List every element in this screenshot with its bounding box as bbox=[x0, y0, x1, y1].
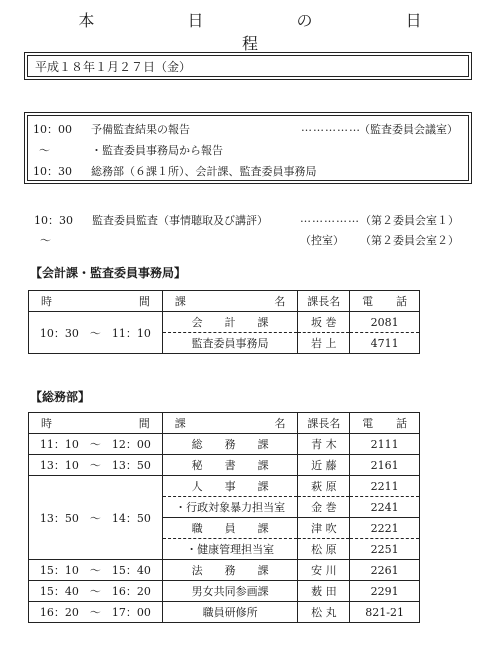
schedule-sub-item: ・監査委員事務局から報告 bbox=[91, 144, 223, 157]
dept-cell: ・行政対象暴力担当室 bbox=[162, 497, 298, 518]
dept-cell: 総 務 課 bbox=[162, 434, 298, 455]
schedule-time-start: 10：00 bbox=[33, 123, 72, 136]
table-row bbox=[29, 602, 420, 623]
phone-cell: 4711 bbox=[350, 333, 420, 354]
page-title: 本 日 の 日 程 bbox=[78, 11, 466, 53]
audit-item: 監査委員監査（事情聴取及び講評） bbox=[92, 214, 268, 227]
dept-cell: 職員研修所 bbox=[162, 602, 298, 623]
schedule-time-end: 10：30 bbox=[33, 165, 72, 178]
phone-cell: 2081 bbox=[350, 312, 420, 333]
table-row bbox=[29, 312, 420, 333]
header-dept: 課 名 bbox=[162, 291, 298, 312]
chief-cell: 坂 巻 bbox=[298, 312, 350, 333]
chief-cell: 萩 原 bbox=[298, 476, 350, 497]
phone-cell: 2261 bbox=[350, 560, 420, 581]
header-dept: 課 名 bbox=[162, 413, 298, 434]
chief-cell: 安 川 bbox=[298, 560, 350, 581]
somu-table bbox=[28, 412, 420, 623]
dept-cell: ・健康管理担当室 bbox=[162, 539, 298, 560]
chief-cell: 金 巻 bbox=[298, 497, 350, 518]
time-cell: 13：10 〜 13：50 bbox=[29, 455, 163, 476]
audit-waiting-room: （控室） bbox=[300, 234, 344, 247]
dept-cell: 会 計 課 bbox=[162, 312, 298, 333]
table-header-row bbox=[29, 413, 420, 434]
time-cell: 15：10 〜 15：40 bbox=[29, 560, 163, 581]
audit-tilde: 〜 bbox=[40, 234, 51, 247]
audit-leader-dots: …………… bbox=[300, 212, 360, 225]
audit-place-1: （第２委員会室１） bbox=[360, 214, 459, 227]
dept-cell: 法 務 課 bbox=[162, 560, 298, 581]
chief-cell: 薮 田 bbox=[298, 581, 350, 602]
header-time: 時 間 bbox=[29, 291, 163, 312]
time-cell: 13：50 〜 14：50 bbox=[29, 476, 163, 560]
section-heading-somu: 【総務部】 bbox=[30, 390, 91, 404]
date-box bbox=[24, 52, 472, 80]
header-time: 時 間 bbox=[29, 413, 163, 434]
table-row bbox=[29, 434, 420, 455]
date-text: 平成１８年１月２７日（金） bbox=[35, 60, 192, 74]
dept-cell: 監査委員事務局 bbox=[162, 333, 298, 354]
phone-cell: 2221 bbox=[350, 518, 420, 539]
chief-cell: 青 木 bbox=[298, 434, 350, 455]
phone-cell: 2161 bbox=[350, 455, 420, 476]
chief-cell: 松 原 bbox=[298, 539, 350, 560]
dept-cell: 人 事 課 bbox=[162, 476, 298, 497]
phone-cell: 2241 bbox=[350, 497, 420, 518]
phone-cell: 821-21 bbox=[350, 602, 420, 623]
phone-cell: 2111 bbox=[350, 434, 420, 455]
table-row bbox=[29, 560, 420, 581]
schedule-box bbox=[24, 112, 472, 184]
dept-cell: 男女共同参画課 bbox=[162, 581, 298, 602]
header-chief: 課長名 bbox=[298, 413, 350, 434]
time-cell: 15：40 〜 16：20 bbox=[29, 581, 163, 602]
dept-cell: 秘 書 課 bbox=[162, 455, 298, 476]
audit-place-2: （第２委員会室２） bbox=[360, 234, 459, 247]
header-phone: 電 話 bbox=[350, 291, 420, 312]
dept-cell: 職 員 課 bbox=[162, 518, 298, 539]
section-heading-kaikei: 【会計課・監査委員事務局】 bbox=[30, 266, 187, 280]
kaikei-table bbox=[28, 290, 420, 354]
schedule-place: （監査委員会議室） bbox=[359, 123, 458, 136]
chief-cell: 松 丸 bbox=[298, 602, 350, 623]
schedule-item-report: 予備監査結果の報告 bbox=[91, 123, 190, 136]
audit-time: 10：30 bbox=[34, 214, 73, 227]
phone-cell: 2251 bbox=[350, 539, 420, 560]
table-header-row bbox=[29, 291, 420, 312]
chief-cell: 津 吹 bbox=[298, 518, 350, 539]
phone-cell: 2291 bbox=[350, 581, 420, 602]
phone-cell: 2211 bbox=[350, 476, 420, 497]
chief-cell: 岩 上 bbox=[298, 333, 350, 354]
table-row bbox=[29, 455, 420, 476]
table-row bbox=[29, 476, 420, 497]
schedule-tilde: 〜 bbox=[39, 144, 50, 157]
chief-cell: 近 藤 bbox=[298, 455, 350, 476]
header-chief: 課長名 bbox=[298, 291, 350, 312]
table-row bbox=[29, 581, 420, 602]
schedule-departments: 総務部（６課１所）、会計課、監査委員事務局 bbox=[91, 165, 317, 178]
time-cell: 16：20 〜 17：00 bbox=[29, 602, 163, 623]
time-cell: 10：30 〜 11：10 bbox=[29, 312, 163, 354]
time-cell: 11：10 〜 12：00 bbox=[29, 434, 163, 455]
schedule-leader-dots: …………… bbox=[301, 121, 361, 134]
header-phone: 電 話 bbox=[350, 413, 420, 434]
